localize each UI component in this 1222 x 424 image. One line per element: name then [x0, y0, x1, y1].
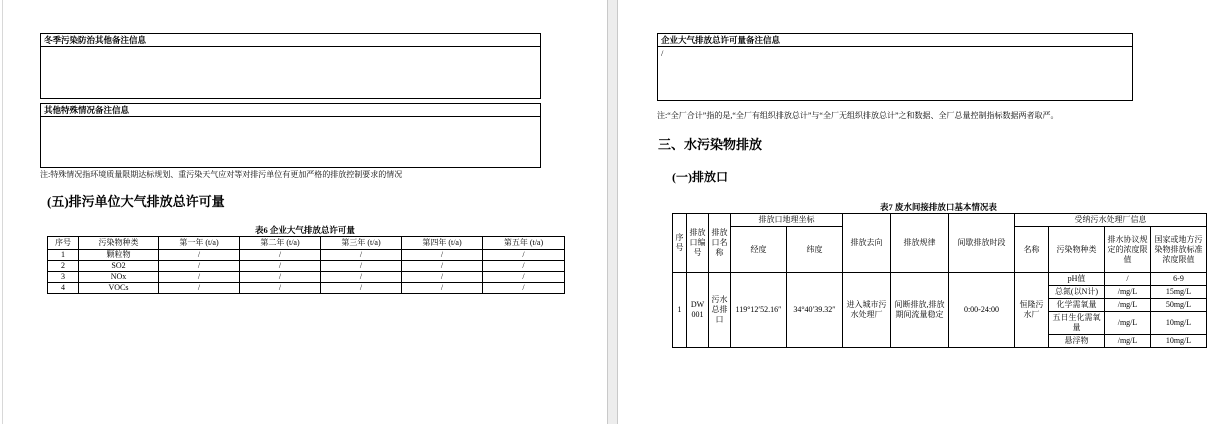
table6-cell: /	[159, 250, 240, 261]
table7-standard-limit-cell: 10mg/L	[1151, 312, 1207, 335]
table7-standard-limit-cell: 6-9	[1151, 273, 1207, 286]
table7-agreement-limit-cell: /mg/L	[1105, 335, 1151, 348]
table6-cell: 4	[48, 283, 79, 294]
table6-header-cell: 序号	[48, 237, 79, 250]
table6-cell: /	[402, 250, 483, 261]
table7-outlet-no-cell: DW001	[687, 273, 709, 348]
table7-pollutant-name-cell: 五日生化需氧量	[1049, 312, 1105, 335]
other-special-remarks-content	[41, 117, 540, 119]
table7-standard-limit-cell: 15mg/L	[1151, 286, 1207, 299]
table7-latitude-cell: 34°40′39.32″	[787, 273, 843, 348]
table6-body	[48, 250, 565, 294]
other-special-remarks-box	[40, 103, 541, 168]
table7-header-row-1	[673, 214, 1207, 227]
air-total-permit-remarks-content: /	[661, 48, 664, 58]
table7-pollutant-name-cell: 化学需氧量	[1049, 299, 1105, 312]
table6-row	[48, 272, 565, 283]
air-total-permit-remarks-label: 企业大气排放总许可量备注信息	[658, 34, 1132, 47]
table6-cell: /	[240, 283, 321, 294]
plant-total-note: 注:“全厂合计”指的是,“全厂有组织排放总计”与“全厂无组织排放总计”之和数据、全厂总量控制指标数据两者取严。	[657, 111, 1059, 120]
table7-header-agreement-limit: 排水协议规定的浓度限值	[1105, 227, 1151, 273]
table7-standard-limit-cell: 50mg/L	[1151, 299, 1207, 312]
table6-cell: /	[159, 272, 240, 283]
table7-wastewater-indirect-outlets	[672, 213, 1207, 348]
table7-header-outlet-no: 排放口编号	[687, 214, 709, 273]
subsection-heading-outlets: (一)排放口	[672, 170, 728, 184]
table6-header-cell: 第三年 (t/a)	[321, 237, 402, 250]
table6-cell: /	[483, 261, 565, 272]
table6-header-cell: 第四年 (t/a)	[402, 237, 483, 250]
table6-cell: NOx	[79, 272, 159, 283]
table7-header-outlet-name: 排放口名称	[709, 214, 731, 273]
table6-cell: 3	[48, 272, 79, 283]
table6-cell: VOCs	[79, 283, 159, 294]
winter-remarks-label: 冬季污染防治其他备注信息	[41, 34, 540, 47]
document-page-left	[3, 0, 607, 424]
table7-period-cell: 0:00-24:00	[949, 273, 1015, 348]
table6-cell: 1	[48, 250, 79, 261]
table6-cell: 颗粒物	[79, 250, 159, 261]
table6-cell: /	[240, 261, 321, 272]
table6-cell: /	[402, 283, 483, 294]
table7-agreement-limit-cell: /mg/L	[1105, 299, 1151, 312]
table7-longitude-cell: 119°12′52.16″	[731, 273, 787, 348]
winter-remarks-box	[40, 33, 541, 99]
table6-header-cell: 第二年 (t/a)	[240, 237, 321, 250]
table6-air-emission-total-permit	[47, 236, 565, 294]
table7-pollutant-name-cell: 悬浮物	[1049, 335, 1105, 348]
table7-outlet-name-cell: 污水总排口	[709, 273, 731, 348]
table6-row	[48, 250, 565, 261]
table6-cell: /	[402, 272, 483, 283]
table6-row	[48, 261, 565, 272]
table7-agreement-limit-cell: /	[1105, 273, 1151, 286]
table6-cell: /	[240, 250, 321, 261]
table7-standard-limit-cell: 10mg/L	[1151, 335, 1207, 348]
table6-header-cell: 污染物种类	[79, 237, 159, 250]
table6-cell: /	[321, 250, 402, 261]
table6-cell: /	[159, 283, 240, 294]
table7-header-geo-group: 排放口地理坐标	[731, 214, 843, 227]
table7-header-plant-group: 受纳污水处理厂信息	[1015, 214, 1207, 227]
table7-plant-name-cell: 恒隆污水厂	[1015, 273, 1049, 348]
table6-row	[48, 283, 565, 294]
table7-header-period: 间歇排放时段	[949, 214, 1015, 273]
table7-header-latitude: 纬度	[787, 227, 843, 273]
table6-header-row	[48, 237, 565, 250]
table7-row	[673, 273, 1207, 286]
table6-cell: /	[321, 283, 402, 294]
table7-title: 表7 废水间接排放口基本情况表	[880, 202, 997, 212]
table6-cell: /	[321, 272, 402, 283]
table7-header-standard-limit: 国家或地方污染物排放标准浓度限值	[1151, 227, 1207, 273]
table7-agreement-limit-cell: /mg/L	[1105, 312, 1151, 335]
table6-cell: 2	[48, 261, 79, 272]
table6-cell: /	[321, 261, 402, 272]
table7-destination-cell: 进入城市污水处理厂	[843, 273, 891, 348]
table7-pattern-cell: 间断排放,排放期间流量稳定	[891, 273, 949, 348]
section-heading-water-pollutants: 三、水污染物排放	[658, 137, 763, 152]
table7-agreement-limit-cell: /mg/L	[1105, 286, 1151, 299]
section-heading-air-total-permit: (五)排污单位大气排放总许可量	[47, 194, 225, 209]
table6-cell: /	[240, 272, 321, 283]
table6-header-cell: 第一年 (t/a)	[159, 237, 240, 250]
table7-header-seq: 序号	[673, 214, 687, 273]
table6-cell: SO2	[79, 261, 159, 272]
table6-cell: /	[483, 250, 565, 261]
table6-cell: /	[483, 272, 565, 283]
table6-cell: /	[402, 261, 483, 272]
table7-header-pattern: 排放规律	[891, 214, 949, 273]
special-situation-note: 注:特殊情况指环境质量限期达标规划、重污染天气应对等对排污单位有更加严格的排放控制要求的情况	[40, 170, 403, 179]
other-special-remarks-label: 其他特殊情况备注信息	[41, 104, 540, 117]
table6-title: 表6 企业大气排放总许可量	[255, 225, 355, 235]
air-total-permit-remarks-box	[657, 33, 1133, 101]
table6-header-cell: 第五年 (t/a)	[483, 237, 565, 250]
page-gap-divider	[607, 0, 618, 424]
table6-cell: /	[159, 261, 240, 272]
table7-header-destination: 排放去向	[843, 214, 891, 273]
table7-body	[673, 273, 1207, 348]
table7-seq-cell: 1	[673, 273, 687, 348]
table7-header-plant-name: 名称	[1015, 227, 1049, 273]
document-page-right	[618, 0, 1222, 424]
table7-header-longitude: 经度	[731, 227, 787, 273]
winter-remarks-content	[41, 47, 540, 49]
table6-cell: /	[483, 283, 565, 294]
table7-header-pollutant: 污染物种类	[1049, 227, 1105, 273]
table7-pollutant-name-cell: pH值	[1049, 273, 1105, 286]
table7-pollutant-name-cell: 总氮(以N计)	[1049, 286, 1105, 299]
